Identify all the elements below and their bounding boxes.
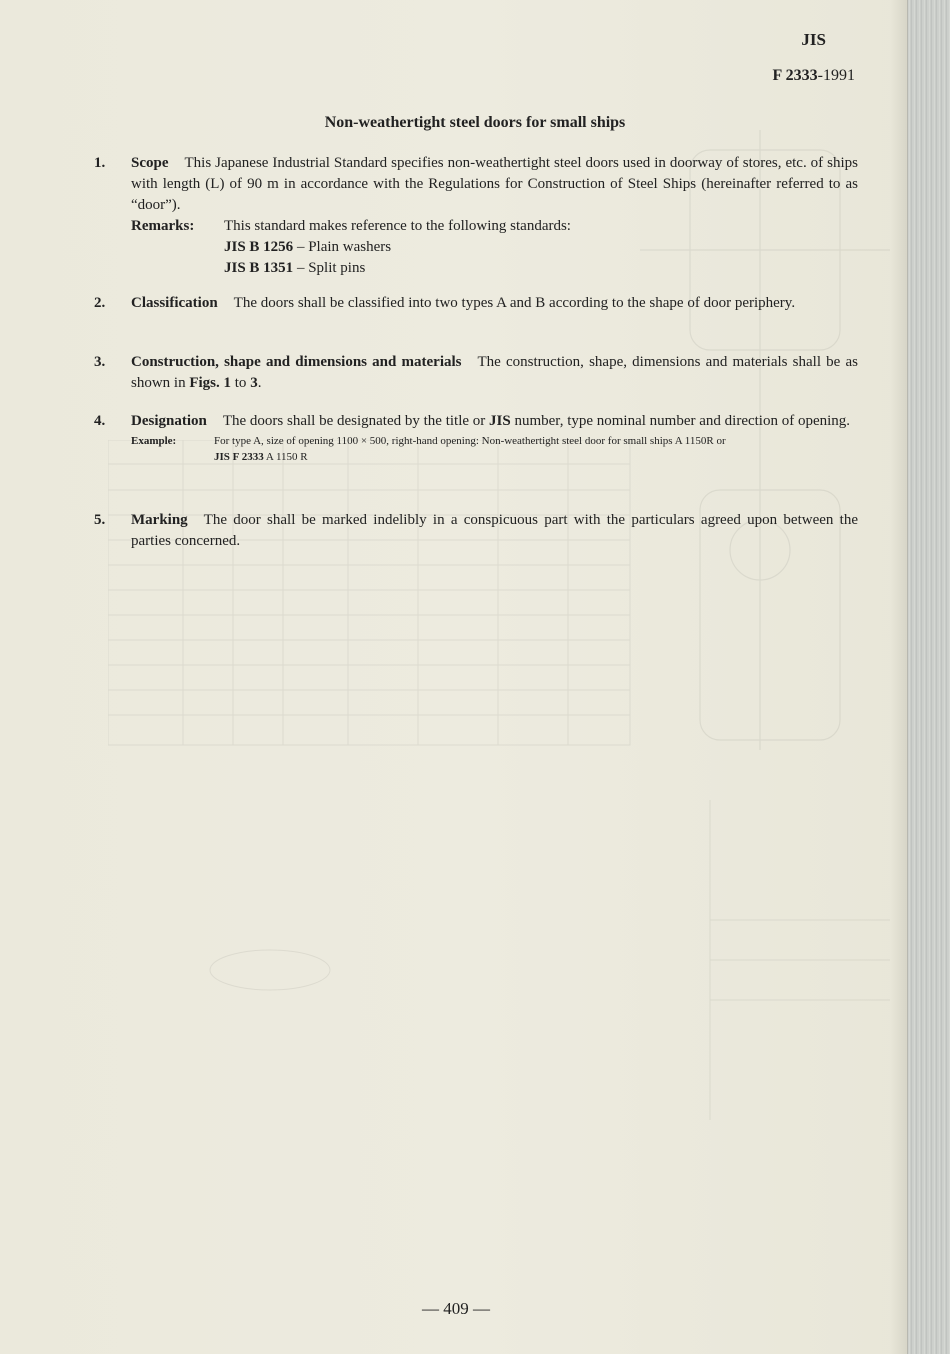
bleed-through-table (108, 440, 638, 750)
clause-text: The construction, shape, dimensions and materials shall be as shown in (131, 354, 858, 391)
header-std-year: -1991 (817, 67, 855, 84)
clause-construction (94, 352, 858, 394)
example-label: Example: (131, 435, 177, 447)
page-title: Non-weathertight steel doors for small ships (324, 114, 626, 131)
remarks-label: Remarks: (131, 218, 195, 234)
reference-code: JIS B 1351 (224, 260, 294, 276)
clause-body (131, 411, 858, 432)
jis-reference: JIS (489, 413, 511, 429)
clause-text: The doors shall be designated by the title or (222, 413, 490, 429)
clause-scope (94, 153, 858, 279)
reference-name: Split pins (308, 260, 366, 276)
clause-text: number, type nominal number and direction of opening. (510, 413, 851, 429)
clause-marking (94, 510, 858, 552)
clause-heading: Designation (131, 413, 207, 429)
page-number: — 409 — (422, 1299, 490, 1318)
reference-item (224, 237, 858, 258)
clause-text: The door shall be marked indelibly in a conspicuous part with the particulars agreed upon between the parties concerned. (131, 512, 858, 549)
clause-text: . (257, 375, 262, 391)
designation-example (131, 433, 858, 465)
page-edges (907, 0, 950, 1354)
clause-body (131, 293, 858, 314)
example-code-line (214, 449, 858, 465)
clause-heading: Scope (131, 155, 169, 171)
clause-number: 3. (94, 354, 106, 370)
clause-heading: Marking (131, 512, 188, 528)
figure-reference: Figs. 1 (189, 375, 232, 391)
clause-text: to (231, 375, 251, 391)
clause-body (131, 352, 858, 394)
clause-body (131, 153, 858, 216)
example-text: For type A, size of opening 1100 × 500, right-hand opening: Non-weathertight steel door for small ships A 1150R or (214, 435, 726, 447)
clause-text: This Japanese Industrial Standard specifies non-weathertight steel doors used in doorway of stores, etc. of ships with length (L) of 90 m in accordance with the Regulations for Construction of Steel Ships (hereinafter referred to as “door”). (131, 155, 858, 213)
header-standard-number (772, 67, 855, 85)
reference-name: Plain washers (308, 239, 392, 255)
remarks (131, 216, 858, 279)
clause-number: 5. (94, 512, 106, 528)
example-code-rest: A 1150 R (263, 451, 308, 463)
remarks-text: This standard makes reference to the following standards: (224, 218, 571, 234)
clause-number: 1. (94, 155, 106, 171)
clause-heading: Construction, shape and dimensions and materials (131, 354, 462, 370)
clause-text: The doors shall be classified into two types A and B according to the shape of door periphery. (233, 295, 796, 311)
clause-heading: Classification (131, 295, 218, 311)
reference-separator: – (293, 239, 309, 255)
reference-code: JIS B 1256 (224, 239, 294, 255)
header-org: JIS (801, 30, 826, 49)
header-std-code: F 2333 (772, 67, 818, 84)
clause-classification (94, 293, 858, 314)
clause-body (131, 510, 858, 552)
figure-reference: 3 (250, 375, 258, 391)
clause-number: 4. (94, 413, 106, 429)
clause-number: 2. (94, 295, 106, 311)
bleed-through-notes (110, 800, 890, 1120)
clause-designation (94, 411, 858, 465)
example-code: JIS F 2333 (214, 451, 264, 463)
binding-shadow (890, 0, 908, 1354)
reference-separator: – (293, 260, 309, 276)
reference-item (224, 258, 858, 279)
